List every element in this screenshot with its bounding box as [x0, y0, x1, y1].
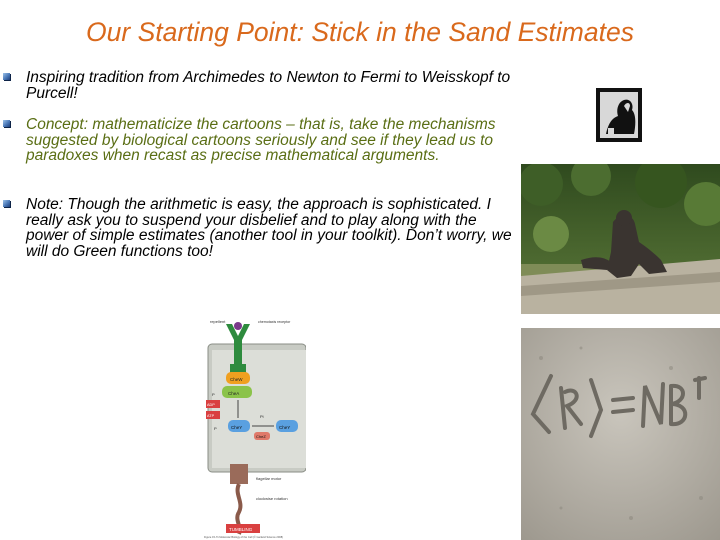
slide-title: Our Starting Point: Stick in the Sand Estimates: [86, 17, 634, 47]
sand-writing-photo: [521, 328, 720, 540]
diagram-label: CheY: [231, 425, 243, 430]
diagram-label: flagellar motor: [256, 476, 282, 481]
thinker-logo-image: [590, 84, 662, 148]
diagram-label: CheZ: [256, 434, 266, 439]
diagram-label: CheA: [228, 391, 240, 396]
diagram-label: Pi: [260, 414, 264, 419]
diagram-label: ADP: [207, 403, 215, 407]
diagram-label: ATP: [207, 414, 215, 418]
bullet-text: Concept: mathematicize the cartoons – that is, take the mechanisms suggested by biological cartoons seriously and see if they lead us to paradoxes when recast as precise mathematical arguments.: [26, 116, 496, 165]
diagram-label: P: [214, 426, 217, 431]
diagram-label: CheW: [230, 377, 243, 382]
diagram-label: P: [212, 392, 215, 397]
diagram-label: repellent: [210, 319, 226, 324]
diagram-label: CheY: [279, 425, 291, 430]
bullet-text: Note: Though the arithmetic is easy, the approach is sophisticated. I really ask you to suspend your disbelief and to play along with the power of simple estimates (another tool in your toolkit). Don’t worry, we will do Green functions too!: [26, 196, 512, 260]
bullet-marker-icon: [3, 120, 10, 127]
chemotaxis-diagram: [198, 314, 306, 540]
diagram-caption: Figure 15-71 Molecular Biology of the Cell (© Garland Science 2008): [204, 536, 284, 539]
diagram-label: TUMBLING: [229, 527, 253, 532]
diagram-label: clockwise rotation: [256, 496, 288, 501]
bullet-marker-icon: [3, 200, 10, 207]
statue-photo: [521, 164, 720, 314]
diagram-label: chemotaxis receptor: [258, 320, 291, 324]
bullet-marker-icon: [3, 73, 10, 80]
bullet-text: Inspiring tradition from Archimedes to Newton to Fermi to Weisskopf to Purcell!: [26, 69, 511, 102]
